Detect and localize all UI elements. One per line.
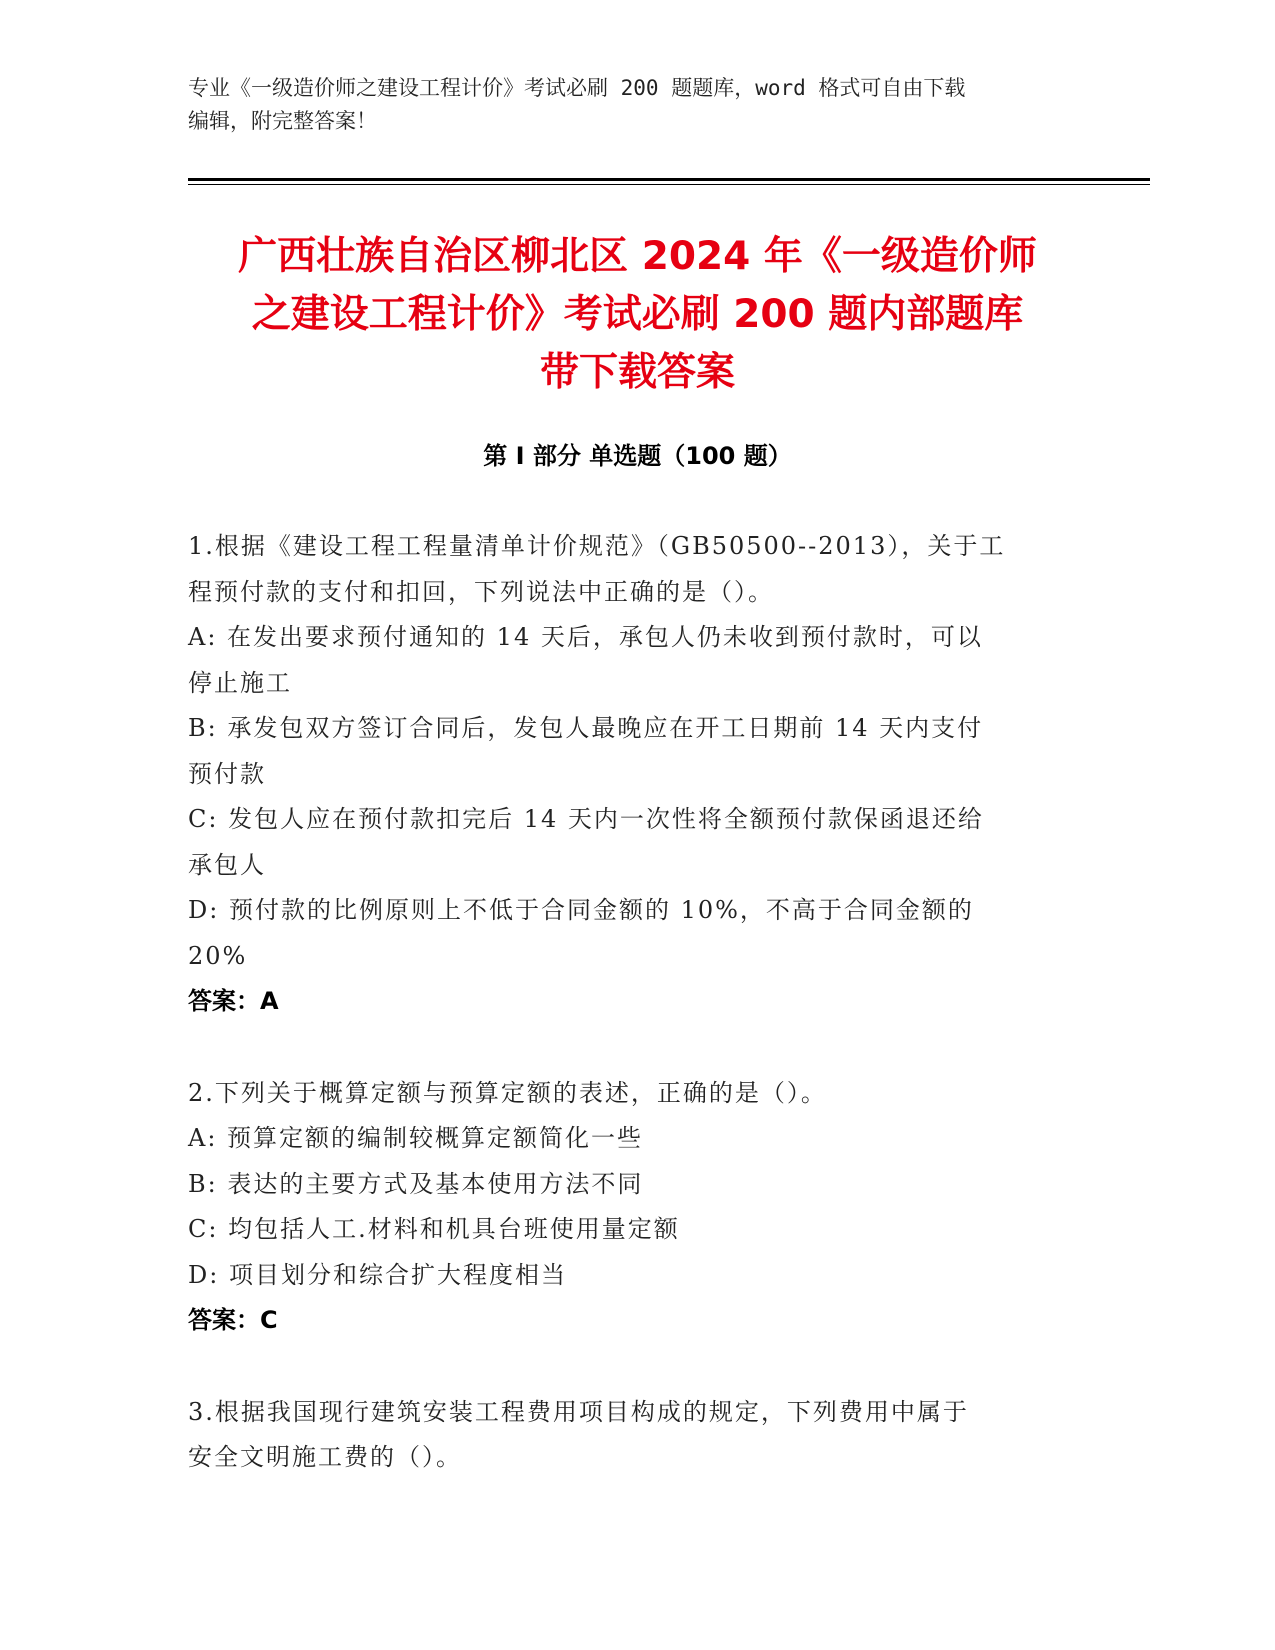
question-3 bbox=[188, 1390, 1088, 1481]
question-3-stem-line-1: 3.根据我国现行建筑安装工程费用项目构成的规定，下列费用中属于 bbox=[188, 1397, 969, 1426]
question-2-answer: 答案：C bbox=[188, 1306, 278, 1334]
question-1-option-d-line-2: 20% bbox=[188, 941, 248, 970]
question-spacer bbox=[188, 1025, 1088, 1071]
question-spacer bbox=[188, 1344, 1088, 1390]
header-note bbox=[188, 72, 1088, 138]
document-title-line-3: 带下载答案 bbox=[539, 350, 735, 395]
question-3-stem-line-2: 安全文明施工费的（）。 bbox=[188, 1443, 462, 1471]
question-1-option-c-line-2: 承包人 bbox=[188, 850, 266, 879]
question-1-option-c-line-1: C: 发包人应在预付款扣完后 14 天内一次性将全额预付款保函退还给 bbox=[188, 805, 984, 833]
document-title-line-2: 之建设工程计价》考试必刷 200 题内部题库 bbox=[251, 292, 1024, 337]
question-2-option-c: C: 均包括人工.材料和机具台班使用量定额 bbox=[188, 1215, 680, 1243]
question-1-option-a-line-1: A: 在发出要求预付通知的 14 天后，承包人仍未收到预付款时，可以 bbox=[188, 623, 983, 651]
header-divider-thick bbox=[188, 178, 1150, 181]
question-2-option-b: B: 表达的主要方式及基本使用方法不同 bbox=[188, 1169, 644, 1198]
question-1-answer: 答案：A bbox=[188, 987, 279, 1015]
question-1 bbox=[188, 524, 1088, 1025]
question-1-stem-line-1: 1.根据《建设工程工程量清单计价规范》（GB50500--2013），关于工 bbox=[188, 532, 1006, 560]
question-1-option-b-line-1: B: 承发包双方签订合同后，发包人最晚应在开工日期前 14 天内支付 bbox=[188, 714, 984, 742]
section-heading: 第 I 部分 单选题（100 题） bbox=[483, 442, 792, 470]
header-divider-thin bbox=[188, 184, 1150, 185]
question-2-stem: 2.下列关于概算定额与预算定额的表述，正确的是（）。 bbox=[188, 1078, 827, 1107]
question-2-option-a: A: 预算定额的编制较概算定额简化一些 bbox=[188, 1124, 644, 1152]
document-title bbox=[150, 228, 1125, 402]
question-1-stem-line-2: 程预付款的支付和扣回，下列说法中正确的是（）。 bbox=[188, 577, 774, 606]
question-1-option-b-line-2: 预付款 bbox=[188, 759, 266, 788]
question-list bbox=[188, 524, 1088, 1481]
question-1-option-a-line-2: 停止施工 bbox=[188, 668, 292, 697]
document-title-line-1: 广西壮族自治区柳北区 2024 年《一级造价师 bbox=[238, 234, 1037, 279]
question-2-option-d: D: 项目划分和综合扩大程度相当 bbox=[188, 1260, 567, 1289]
question-1-option-d-line-1: D: 预付款的比例原则上不低于合同金额的 10%，不高于合同金额的 bbox=[188, 896, 974, 924]
header-note-line-2: 编辑，附完整答案！ bbox=[188, 109, 377, 133]
question-2 bbox=[188, 1071, 1088, 1344]
header-note-line-1: 专业《一级造价师之建设工程计价》考试必刷 200 题题库，word 格式可自由下载 bbox=[188, 76, 966, 100]
